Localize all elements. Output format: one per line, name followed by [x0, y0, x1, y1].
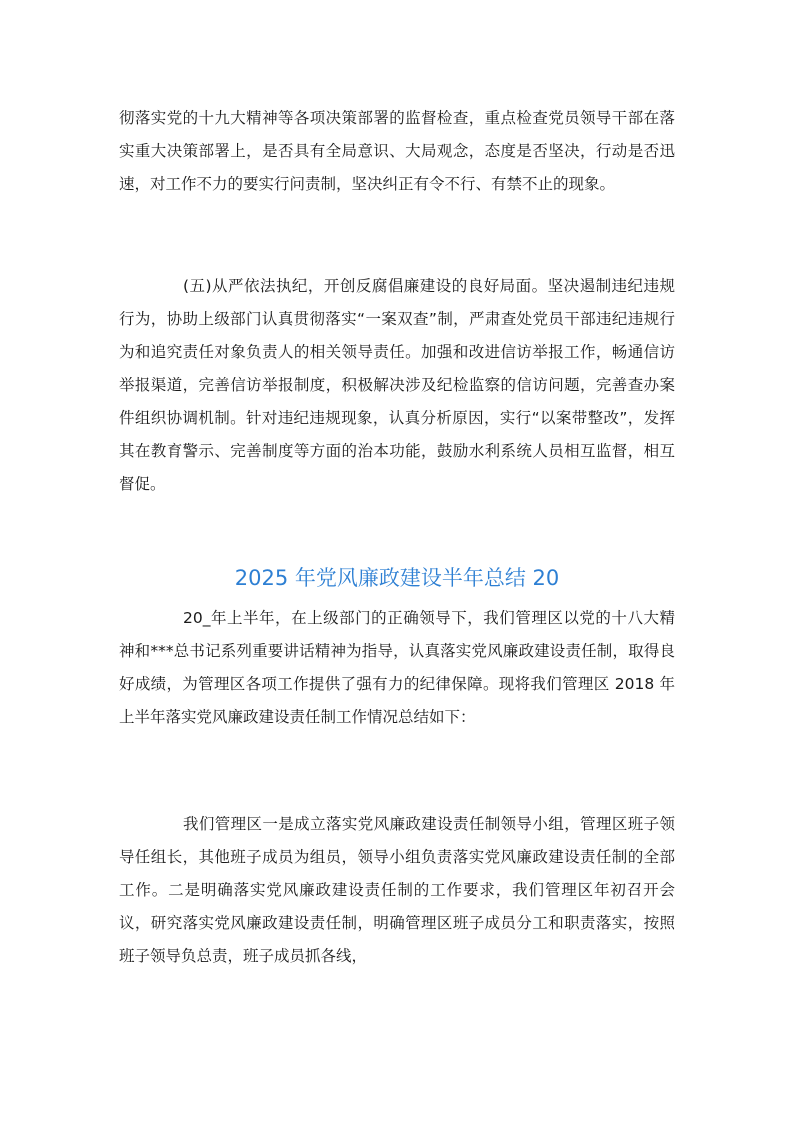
body-paragraph-1: 彻落实党的十九大精神等各项决策部署的监督检查，重点检查党员领导干部在落实重大决策部署上，是否具有全局意识、大局观念，态度是否坚决，行动是否迅速，对工作不力的要实行问责制，坚决纠正有令不行、有禁不止的现象。	[119, 109, 675, 193]
body-paragraph-4: 我们管理区一是成立落实党风廉政建设责任制领导小组，管理区班子领导任组长，其他班子成员为组员，领导小组负责落实党风廉政建设责任制的全部工作。二是明确落实党风廉政建设责任制的工作要求，我们管理区年初召开会议，研究落实党风廉政建设责任制，明确管理区班子成员分工和职责落实，按照班子领导负总责，班子成员抓各线，	[119, 815, 675, 965]
section-heading: 2025 年党风廉政建设半年总结 20	[234, 566, 560, 590]
body-paragraph-2: (五)从严依法执纪，开创反腐倡廉建设的良好局面。坚决遏制违纪违规行为，协助上级部门认真贯彻落实“一案双查”制，严肃查处党员干部违纪违规行为和追究责任对象负责人的相关领导责任。加强和改进信访举报工作，畅通信访举报渠道，完善信访举报制度，积极解决涉及纪检监察的信访问题，完善查办案件组织协调机制。针对违纪违规现象，认真分析原因，实行“以案带整改”，发挥其在教育警示、完善制度等方面的治本功能，鼓励水利系统人员相互监督，相互督促。	[119, 277, 675, 493]
body-paragraph-3: 20_年上半年，在上级部门的正确领导下，我们管理区以党的十八大精神和***总书记系列重要讲话精神为指导，认真落实党风廉政建设责任制，取得良好成绩，为管理区各项工作提供了强有力的纪律保障。现将我们管理区 2018 年上半年落实党风廉政建设责任制工作情况总结如下：	[119, 609, 675, 726]
